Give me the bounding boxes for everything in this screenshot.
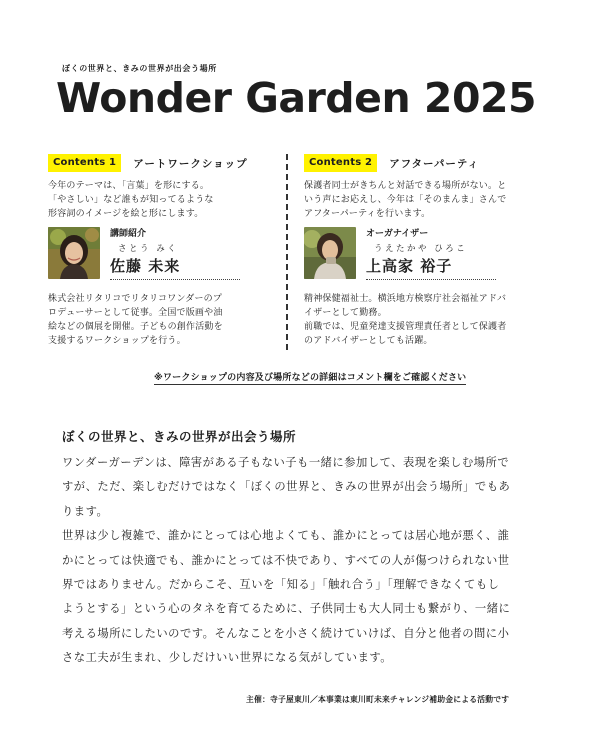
organizer-profile [304, 227, 554, 280]
instructor-photo [48, 227, 100, 279]
footer-credit: 主催：寺子屋東川／本事業は東川町未来チャレンジ補助金による活動です [246, 695, 510, 704]
instructor-profile [48, 227, 276, 280]
organizer-name: 上高家 裕子 [366, 256, 496, 280]
instructor-bio: 株式会社リタリコでリタリコワンダーのプ ロデューサーとして従事。全国で版画や油 絵などの個展を開催。子どもの創作活動を 支援するワークショップを行う。 [48, 294, 223, 346]
organizer-kana: うえたかや ひろこ [374, 244, 468, 254]
contents-1-section [48, 153, 276, 348]
organizer-photo [304, 227, 356, 279]
section-heading: ぼくの世界と、きみの世界が出会う場所 [62, 429, 297, 444]
contents-1-description: 今年のテーマは、「言葉」を形にする。 「やさしい」など誰もが知ってるような 形容詞のイメージを絵と形にします。 [48, 181, 214, 219]
instructor-kana: さとう みく [118, 244, 179, 254]
organizer-role: オーガナイザー [366, 229, 429, 239]
paragraph-2: 世界は少し複雑で、誰かにとっては心地よくても、誰かにとっては居心地が悪く、誰 かにとっては快適でも、誰かにとっては不快であり、すべての人が傷つけられない世 界ではありません。だからこそ、互いを「知る」「触れ合う」「理解できなくてもし ようとする」という心のタネを育てるために、子供同士も大人同士も繋がり、一緒に 考える場所にしたいのです。そんなことを小さく続けていけば、自分と他者の間に小 さな工夫が生まれ、少しだけいい世界になる気がしています。 [62, 529, 511, 665]
contents-1-badge: Contents 1 [48, 154, 121, 172]
contents-2-section [304, 153, 554, 348]
contents-1-title: アートワークショップ [133, 157, 248, 170]
column-divider [286, 154, 288, 350]
page-title: Wonder Garden 2025 [56, 74, 537, 122]
instructor-role: 講師紹介 [110, 229, 147, 239]
organizer-bio: 精神保健福祉士。横浜地方検察庁社会福祉アドバ イザーとして勤務。 前職では、児童発達支援管理責任者として保護者 のアドバイザーとしても活躍。 [304, 294, 507, 346]
details-note: ※ワークショップの内容及び場所などの詳細はコメント欄をご確認ください [154, 370, 466, 385]
instructor-name: 佐藤 未来 [110, 256, 240, 280]
body-text [62, 451, 554, 671]
contents-2-description: 保護者同士がきちんと対話できる場所がない。と いう声にお応えし、今年は「そのまんま」さんで アフターパーティを行います。 [304, 181, 507, 219]
paragraph-1: ワンダーガーデンは、障害がある子もない子も一緒に参加して、表現を楽しむ場所で すが、ただ、楽しむだけではなく「ぼくの世界と、きみの世界が出会う場所」でもあ ります。 [62, 456, 511, 518]
tagline: ぼくの世界と、きみの世界が出会う場所 [62, 64, 217, 73]
contents-2-badge: Contents 2 [304, 154, 377, 172]
contents-2-title: アフターパーティ [389, 157, 480, 170]
